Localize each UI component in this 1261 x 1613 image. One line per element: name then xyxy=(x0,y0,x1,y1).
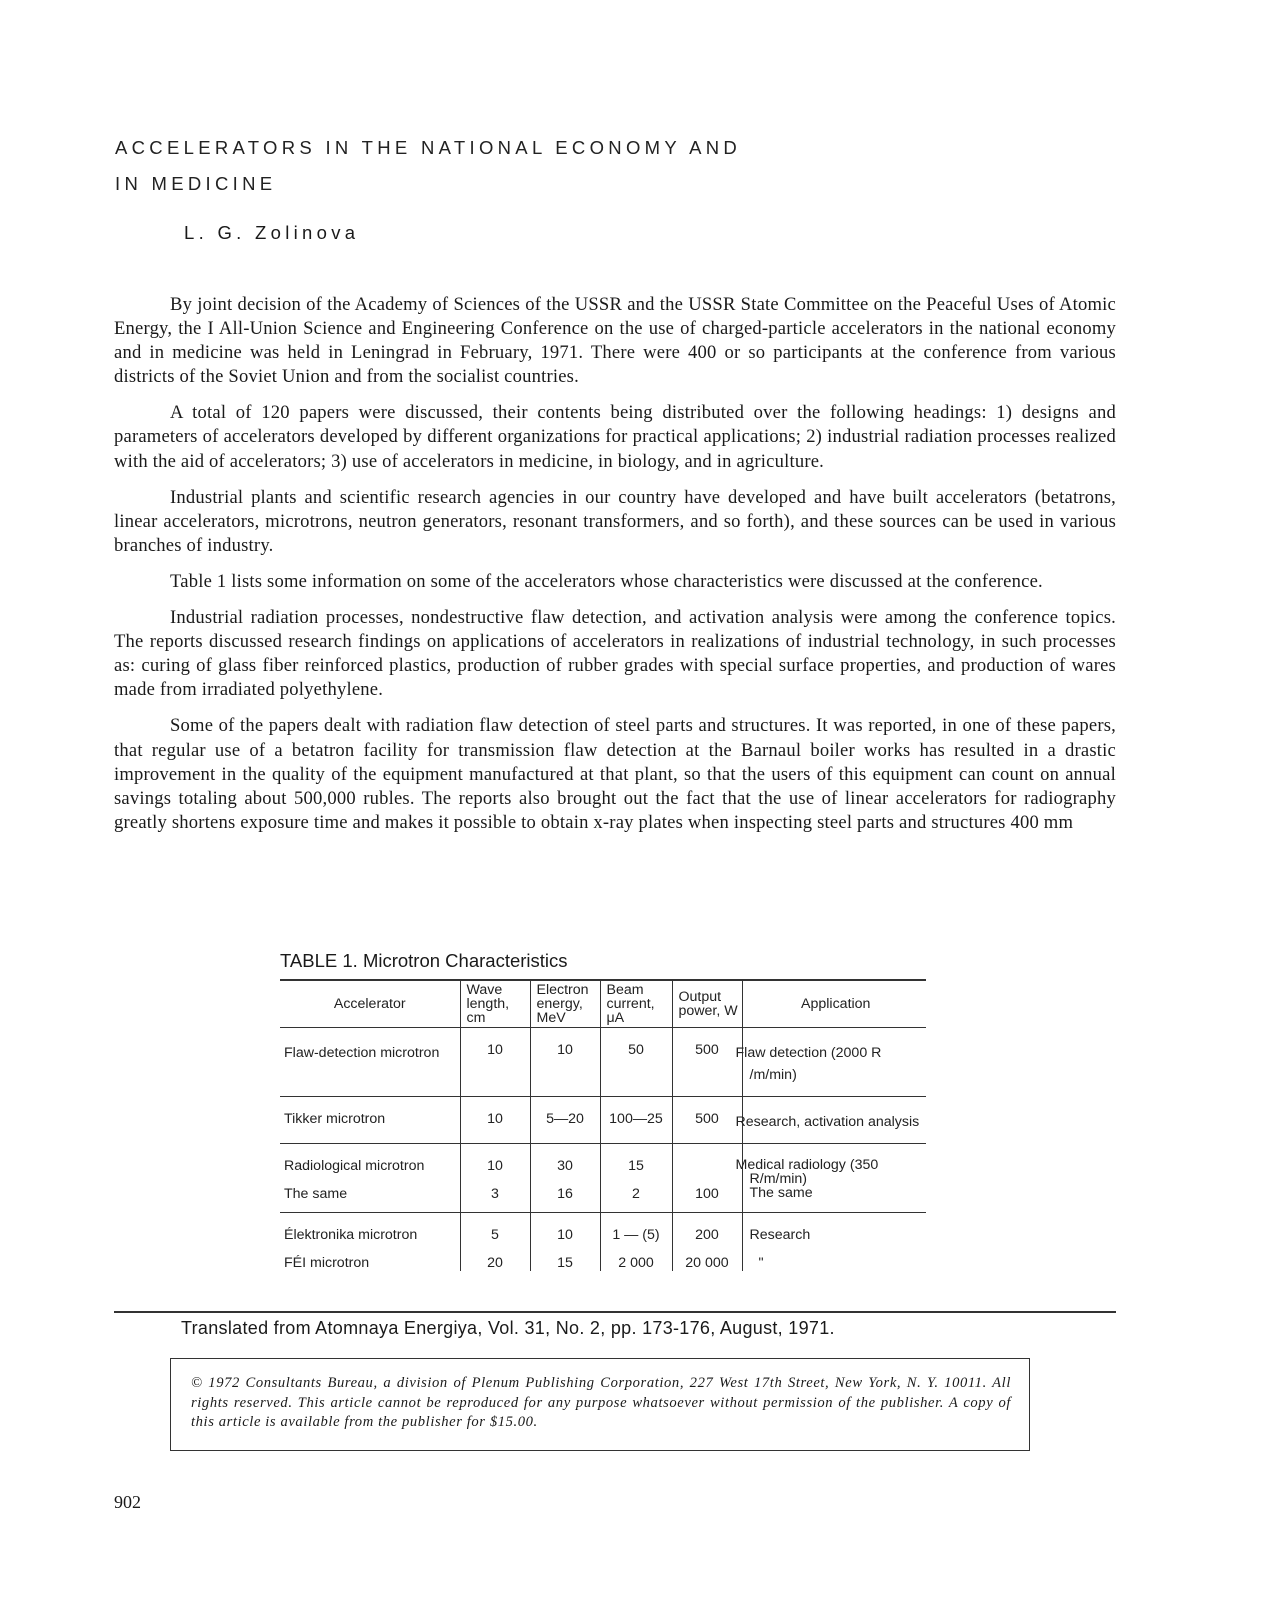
current-cell: 15 xyxy=(600,1144,672,1187)
power-cell: 100 xyxy=(672,1186,742,1213)
table-row xyxy=(280,1097,926,1144)
power-cell xyxy=(672,1144,742,1187)
paragraph: By joint decision of the Academy of Sciences of the USSR and the USSR State Committee on the Peaceful Uses of Atomic Energy, the I All-Union Science and Engineering Conference on the use of charged-particle accelerators in the national economy and in medicine was held in Leningrad in February, 1971. There were 400 or so participants at the conference from various districts of the Soviet Union and from the socialist countries. xyxy=(114,294,1116,388)
wavelength-cell: 10 xyxy=(460,1097,530,1144)
author: L. G. Zolinova xyxy=(184,222,360,243)
paragraph: Some of the papers dealt with radiation flaw detection of steel parts and structures. It was reported, in one of these papers, that regular use of a betatron facility for transmission flaw detection at the Barnaul boiler works has resulted in a drastic improvement in the quality of the equipment manufactured at that plant, so that the users of this equipment can count on annual savings totaling about 500,000 rubles. The reports also brought out the fact that the use of linear accelerators for radiography greatly shortens exposure time and makes it possible to obtain x-ray plates when inspecting steel parts and structures 400 mm xyxy=(114,715,1116,833)
header-energy: Electron energy, MeV xyxy=(530,980,600,1028)
header-power: Output power, W xyxy=(672,980,742,1028)
accelerator-name: Élektronika microtron xyxy=(284,1227,418,1243)
wavelength-cell: 5 xyxy=(460,1213,530,1244)
wavelength-cell: 20 xyxy=(460,1243,530,1271)
wavelength-cell: 3 xyxy=(460,1186,530,1213)
application-cell: Research xyxy=(742,1213,926,1244)
header-application: Application xyxy=(742,980,926,1028)
paragraph: Table 1 lists some information on some of the accelerators whose characteristics were discussed at the conference. xyxy=(170,570,1043,592)
current-cell: 2 000 xyxy=(600,1243,672,1271)
energy-cell: 5—20 xyxy=(530,1097,600,1144)
microtron-table xyxy=(280,979,926,1271)
application-cell: Research, activation analysis xyxy=(742,1097,926,1144)
power-cell: 500 xyxy=(672,1028,742,1097)
article-body xyxy=(114,293,1116,847)
energy-cell: 10 xyxy=(530,1028,600,1097)
accelerator-name: Flaw-detection microtron xyxy=(280,1028,460,1097)
current-cell: 50 xyxy=(600,1028,672,1097)
energy-cell: 10 xyxy=(530,1213,600,1244)
power-cell: 500 xyxy=(672,1097,742,1144)
accelerator-name: FÉI microtron xyxy=(284,1255,370,1271)
energy-cell: 16 xyxy=(530,1186,600,1213)
table-row xyxy=(280,1186,926,1213)
copyright-box xyxy=(170,1358,1030,1451)
header-accelerator: Accelerator xyxy=(280,980,460,1028)
table-row xyxy=(280,1028,926,1097)
table-row xyxy=(280,1213,926,1244)
application-cell: " xyxy=(742,1243,926,1271)
application-cell: Flaw detection (2000 R /m/min) xyxy=(742,1028,926,1097)
table-row xyxy=(280,1144,926,1187)
energy-cell: 15 xyxy=(530,1243,600,1271)
wavelength-cell: 10 xyxy=(460,1144,530,1187)
article-title-line-2: IN MEDICINE xyxy=(115,173,277,194)
paragraph: Industrial plants and scientific research agencies in our country have developed and have built accelerators (betatrons, linear accelerators, microtrons, neutron generators, resonant transformers, and so forth), and these sources can be used in various branches of industry. xyxy=(114,486,1116,556)
table-row xyxy=(280,1243,926,1271)
translation-note: Translated from Atomnaya Energiya, Vol. 31, No. 2, pp. 173-176, August, 1971. xyxy=(181,1318,835,1338)
accelerator-name: Radiological microtron xyxy=(284,1158,425,1174)
power-cell: 20 000 xyxy=(672,1243,742,1271)
footnote-divider xyxy=(114,1311,1116,1313)
accelerator-name: The same xyxy=(280,1186,460,1213)
page-number: 902 xyxy=(114,1492,141,1512)
wavelength-cell: 10 xyxy=(460,1028,530,1097)
table-header-row xyxy=(280,980,926,1028)
energy-cell: 30 xyxy=(530,1144,600,1187)
current-cell: 100—25 xyxy=(600,1097,672,1144)
application-cell: Medical radiology (350 R/m/min) xyxy=(742,1144,926,1187)
paragraph: Industrial radiation processes, nondestructive flaw detection, and activation analysis were among the conference topics. The reports discussed research findings on applications of accelerators in realizations of industrial technology, in such processes as: curing of glass fiber reinforced plastics, production of rubber grades with special surface properties, and production of wares made from irradiated polyethylene. xyxy=(114,607,1116,701)
current-cell: 2 xyxy=(600,1186,672,1213)
paragraph: A total of 120 papers were discussed, their contents being distributed over the following headings: 1) designs and parameters of accelerators developed by different organizations for practical applications; 2) industrial radiation processes realized with the aid of accelerators; 3) use of accelerators in medicine, in biology, and in agriculture. xyxy=(114,402,1116,472)
header-wavelength: Wave length, cm xyxy=(460,980,530,1028)
article-title-line-1: ACCELERATORS IN THE NATIONAL ECONOMY AND xyxy=(115,137,742,158)
copyright-text: © 1972 Consultants Bureau, a division of Plenum Publishing Corporation, 227 West 17th Street, New York, N. Y. 10011. All rights reserved. This article cannot be reproduced for any purpose whatsoever without permission of the publisher. A copy of this article is available from the publisher for $15.00. xyxy=(191,1375,1011,1430)
table-caption: TABLE 1. Microtron Characteristics xyxy=(280,950,568,971)
accelerator-name: Tikker microtron xyxy=(280,1097,460,1144)
application-cell: The same xyxy=(742,1186,926,1213)
power-cell: 200 xyxy=(672,1213,742,1244)
current-cell: 1 — (5) xyxy=(600,1213,672,1244)
header-current: Beam current, μA xyxy=(600,980,672,1028)
